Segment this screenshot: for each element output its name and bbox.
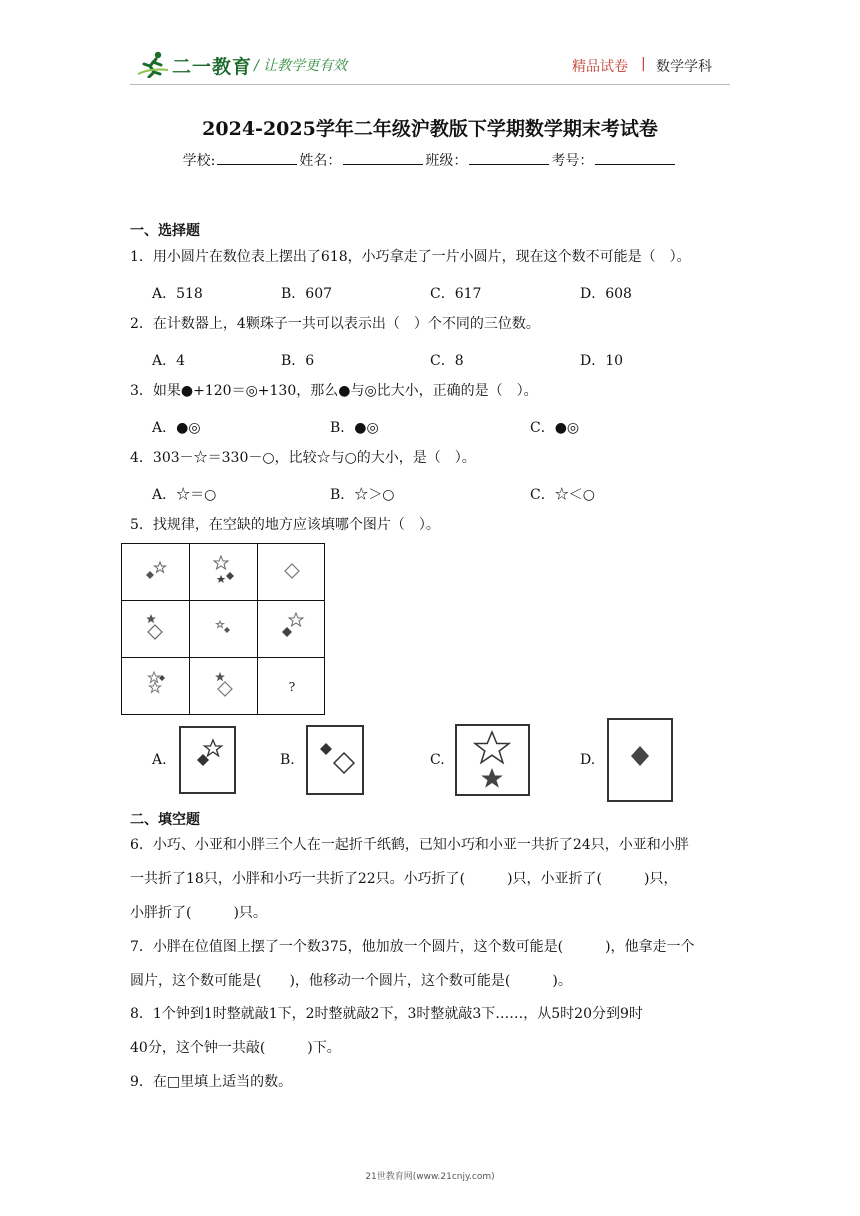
pattern-cell-star-hollow-diamond-icon [122,601,190,658]
q5-option-a-image[interactable] [179,726,236,794]
q3-option-a[interactable]: A．●◎ [152,420,201,436]
question-5: 5．找规律，在空缺的地方应该填哪个图片（ ）。 [130,517,440,533]
q5-option-c[interactable]: C. [430,752,445,768]
q1-option-d[interactable]: D．608 [580,286,632,302]
q4-option-b[interactable]: B．☆＞○ [330,487,395,503]
question-4: 4．303－☆＝330－○，比较☆与○的大小，是（ ）。 [130,450,476,466]
q5-option-d-image[interactable] [607,718,673,802]
q4-option-c[interactable]: C．☆＜○ [530,487,595,503]
name-label: 姓名： [299,153,342,169]
section-fill-heading: 二、填空题 [130,812,200,828]
header-separator: | [641,56,646,72]
runner-logo-icon [136,50,170,78]
subject-tag: 数学学科 [656,59,712,75]
pattern-cell-stars-icon [122,658,190,715]
star-diamond-option-icon [181,728,234,792]
question-3: 3．如果●+120＝◎+130，那么●与◎比大小，正确的是（ ）。 [130,383,538,399]
section-choice-heading: 一、选择题 [130,223,200,239]
exam-no-label: 考号： [551,153,594,169]
question-8-line-2: 40分，这个钟一共敲( )下。 [130,1040,341,1056]
q3-option-b[interactable]: B．●◎ [330,420,379,436]
q2-option-d[interactable]: D．10 [580,353,624,369]
student-info-line [0,150,860,170]
pattern-cell-hollow-diamond-icon [258,544,326,601]
q1-option-c[interactable]: C．617 [430,286,482,302]
question-7-line-1: 7．小胖在位值图上摆了一个数375，他加放一个圆片，这个数可能是( )，他拿走一个 [130,939,695,955]
name-blank[interactable] [343,152,423,165]
diamonds-option-icon [308,727,362,793]
pattern-grid [121,543,325,715]
two-stars-option-icon [457,726,528,794]
question-2: 2．在计数器上，4颗珠子一共可以表示出（ ）个不同的三位数。 [130,316,540,332]
q2-option-c[interactable]: C．8 [430,353,464,369]
pattern-cell-stars-diamond-icon [190,544,258,601]
q5-option-a[interactable]: A. [152,752,167,768]
q1-option-a[interactable]: A．518 [152,286,203,302]
pattern-cell-diamond-star-icon [122,544,190,601]
question-1: 1．用小圆片在数位表上摆出了618，小巧拿走了一片小圆片，现在这个数不可能是（ ）。 [130,249,691,265]
question-9: 9．在□里填上适当的数。 [130,1074,293,1090]
question-6-line-2: 一共折了18只，小胖和小巧一共折了22只。小巧折了( )只，小亚折了( )只， [130,871,678,887]
exam-no-blank[interactable] [595,152,675,165]
header-divider [130,84,730,85]
question-8-line-1: 8．1个钟到1时整就敲1下，2时整就敲2下，3时整就敲3下……，从5时20分到9时 [130,1006,643,1022]
pattern-cell-small-star-diamond-icon [190,601,258,658]
pattern-cell-star-diamond-icon [258,601,326,658]
q3-option-c[interactable]: C．●◎ [530,420,580,436]
q5-option-b-image[interactable] [306,725,364,795]
question-7-line-2: 圆片，这个数可能是( )，他移动一个圆片，这个数可能是( )。 [130,973,572,989]
school-blank[interactable] [217,152,297,165]
quality-tag: 精品试卷 [572,59,628,75]
solid-diamond-option-icon [609,720,671,800]
missing-cell-question-mark: ? [288,679,296,694]
brand-slogan: / 让教学更有效 [254,58,348,74]
class-blank[interactable] [469,152,549,165]
q5-option-d[interactable]: D. [580,752,596,768]
class-label: 班级： [425,153,468,169]
q2-option-b[interactable]: B．6 [281,353,315,369]
school-label: 学校: [182,153,216,169]
pattern-cell-star-hollow-diamond-icon [190,658,258,715]
brand-logo-text: 二一教育 [172,56,253,78]
question-6-line-3: 小胖折了( )只。 [130,905,267,921]
q4-option-a[interactable]: A．☆＝○ [152,487,217,503]
exam-title: 2024-2025学年二年级沪教版下学期数学期末考试卷 [202,118,658,140]
q2-option-a[interactable]: A．4 [152,353,186,369]
question-6-line-1: 6．小巧、小亚和小胖三个人在一起折千纸鹤，已知小巧和小亚一共折了24只，小亚和小胖 [130,837,689,853]
page-footer: 21世教育网(www.21cnjy.com) [365,1172,495,1182]
q1-option-b[interactable]: B．607 [281,286,333,302]
q5-option-b[interactable]: B. [280,752,295,768]
q5-option-c-image[interactable] [455,724,530,796]
